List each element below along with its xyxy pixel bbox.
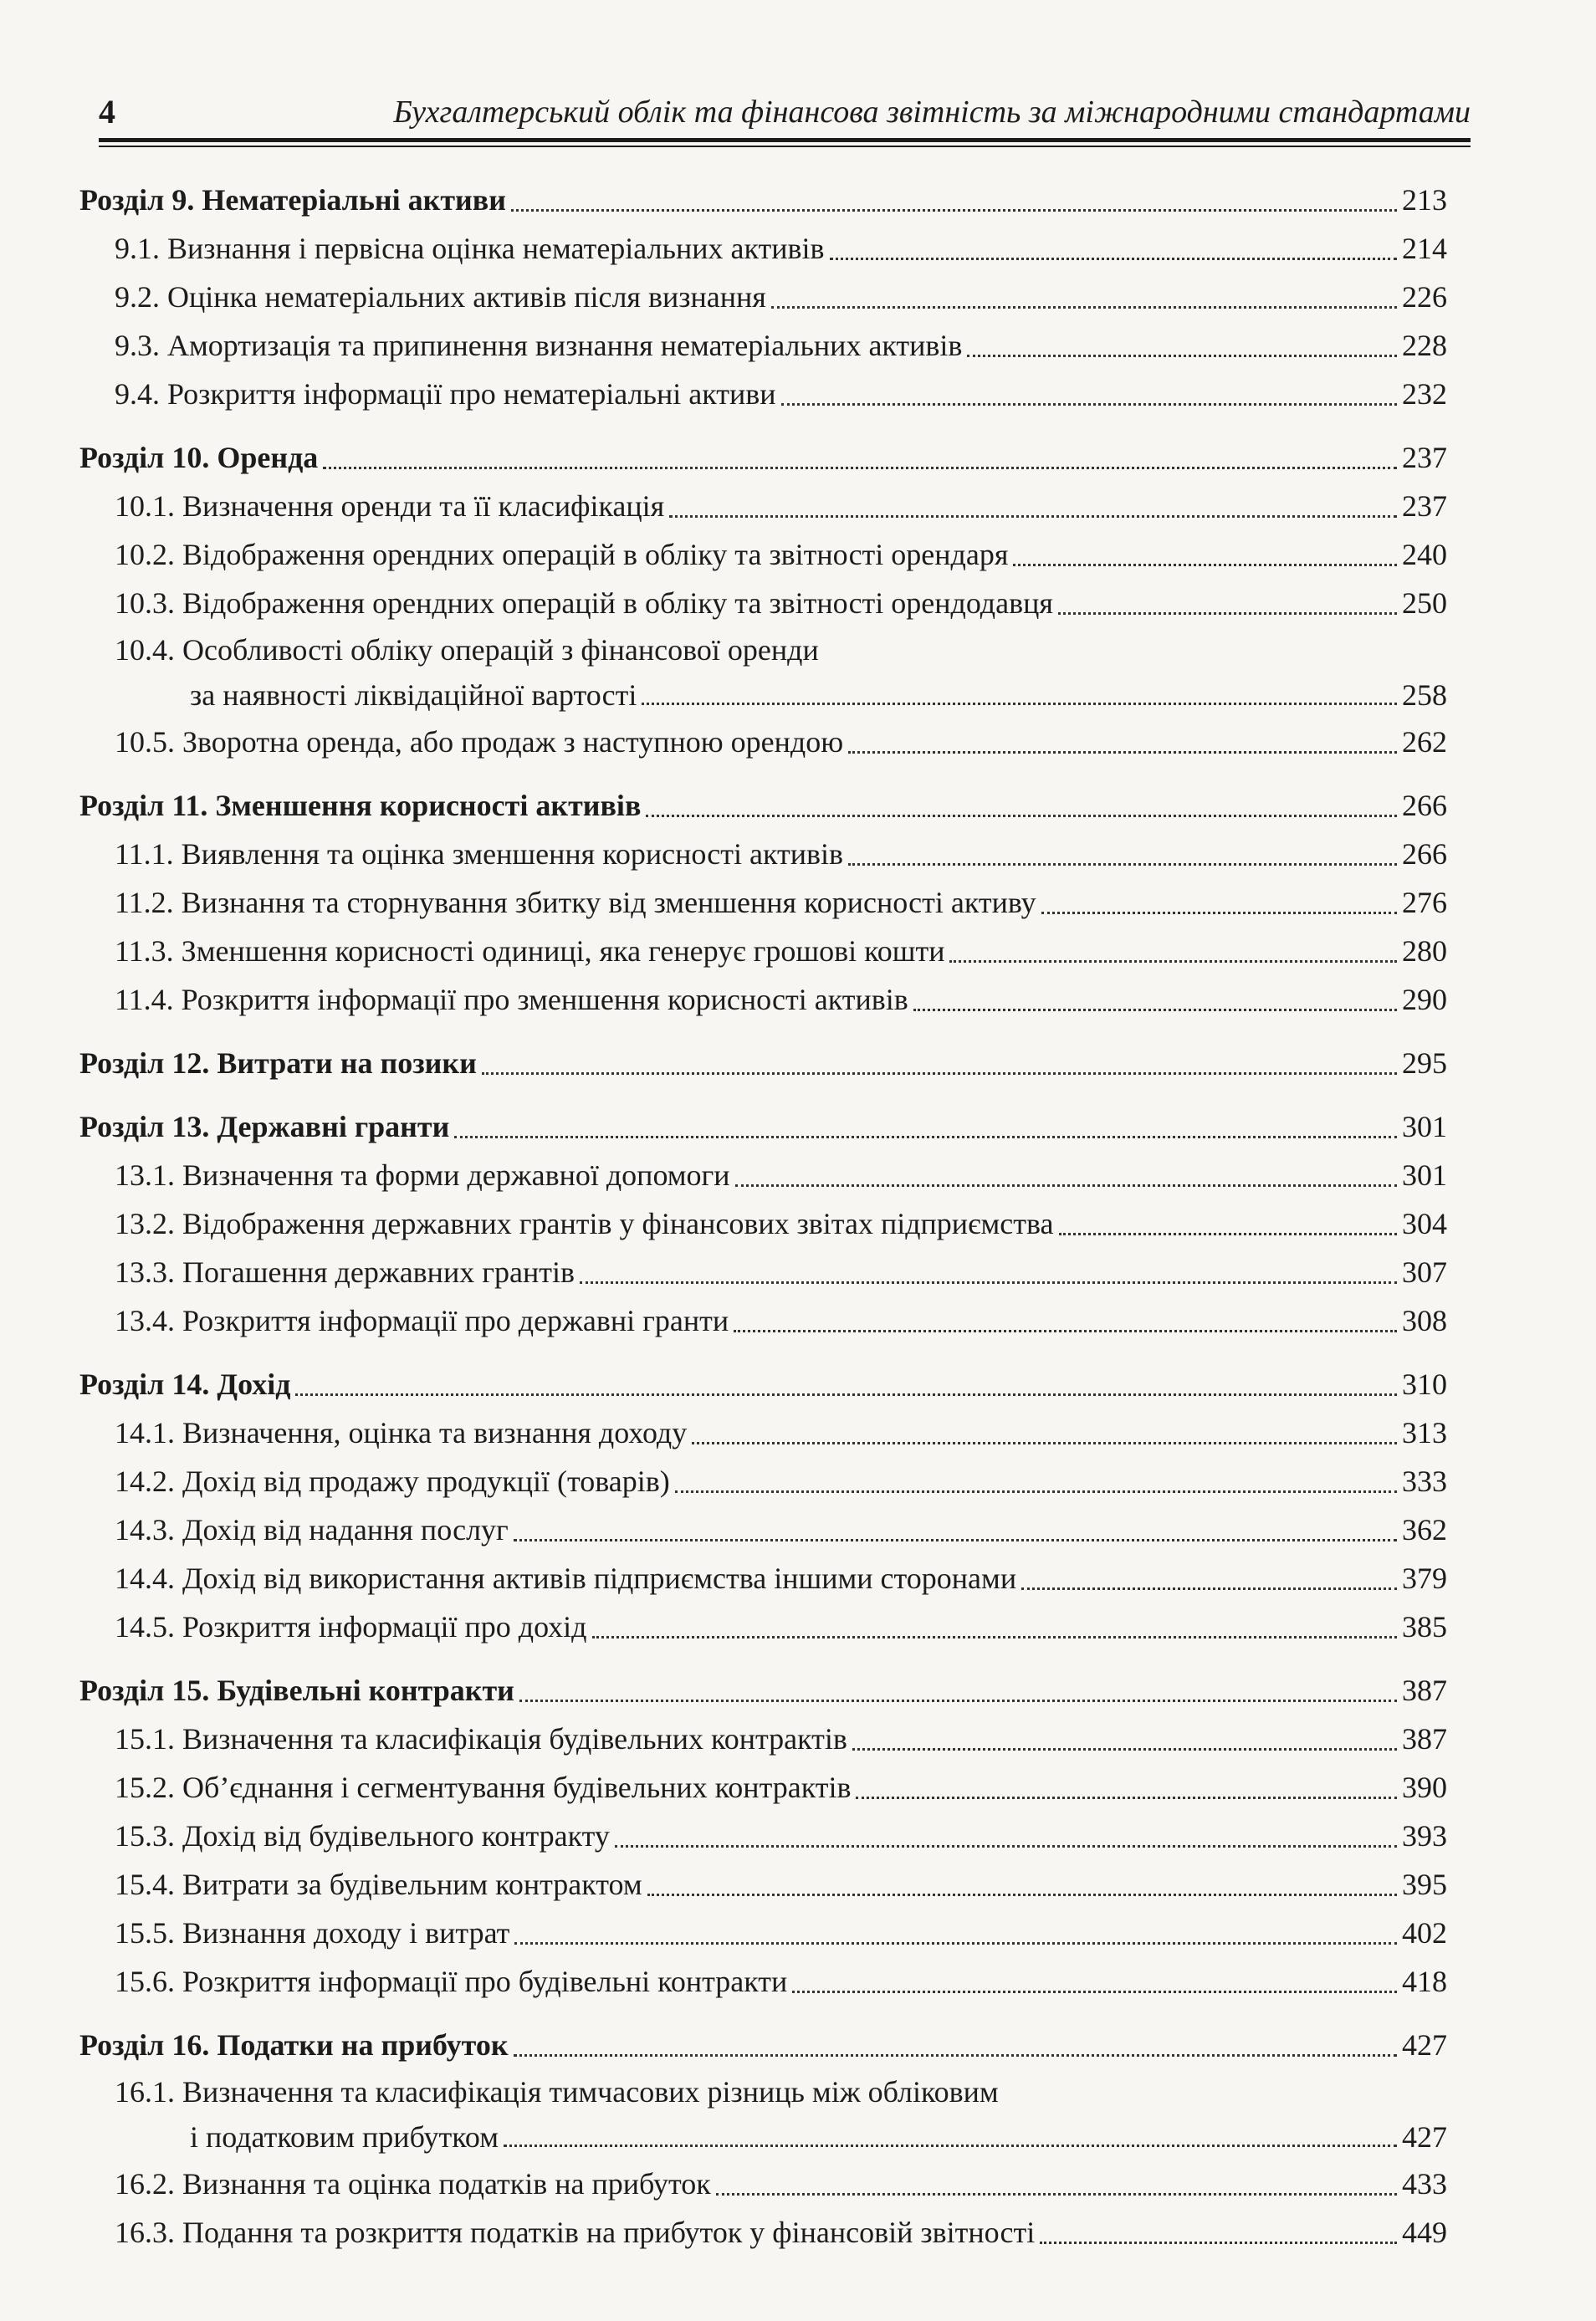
chapter-title: Розділ 10. Оренда (79, 441, 319, 474)
dot-leader (949, 960, 1397, 963)
section-page-number: 240 (1402, 538, 1447, 571)
chapter-heading (79, 1360, 1447, 1408)
section-title: 16.3. Подання та розкриття податків на прибуток у фінансовій звітності (115, 2216, 1036, 2249)
dot-leader (1040, 2242, 1397, 2244)
section-page-number: 308 (1402, 1304, 1447, 1337)
dot-leader (692, 1442, 1397, 1444)
section-title-continuation-line (115, 2114, 1447, 2160)
section-page-number: 427 (1402, 2120, 1447, 2154)
toc-section-entry (79, 1603, 1447, 1651)
section-title: 15.2. Об’єднання і сегментування будівельних контрактів (115, 1771, 852, 1804)
section-title: 15.1. Визначення та класифікація будівельних контрактів (115, 1722, 847, 1756)
section-page-number: 226 (1402, 280, 1447, 314)
toc-section-entry (79, 830, 1447, 878)
toc-section-entry (79, 1199, 1447, 1248)
toc-section-entry (79, 1957, 1447, 2006)
section-title-continuation-line (115, 672, 1447, 718)
section-page-number: 379 (1402, 1562, 1447, 1595)
toc-section-entry (79, 1506, 1447, 1554)
toc-section-entry (79, 482, 1447, 530)
section-title: 16.2. Визнання та оцінка податків на прибуток (115, 2167, 711, 2201)
section-title: 13.4. Розкриття інформації про державні гранти (115, 1304, 729, 1337)
section-title: 10.1. Визначення оренди та її класифікація (115, 489, 665, 523)
dot-leader (580, 1281, 1397, 1284)
dot-leader (454, 1136, 1397, 1138)
section-title: 11.1. Виявлення та оцінка зменшення корисності активів (115, 837, 843, 871)
dot-leader (1058, 612, 1397, 615)
dot-leader (848, 863, 1397, 866)
dot-leader (323, 467, 1397, 469)
dot-leader (615, 1845, 1397, 1848)
section-page-number: 395 (1402, 1868, 1447, 1901)
toc-section-entry (79, 370, 1447, 418)
chapter-page-number: 295 (1402, 1046, 1447, 1080)
toc-section-entry (79, 1408, 1447, 1457)
section-title: 14.2. Дохід від продажу продукції (товарів) (115, 1465, 670, 1498)
section-title: 9.3. Амортизація та припинення визнання нематеріальних активів (115, 329, 963, 362)
dot-leader (514, 2054, 1397, 2057)
toc-chapter (79, 433, 1447, 766)
section-title: 9.1. Визнання і первісна оцінка нематеріальних активів (115, 232, 825, 265)
dot-leader (647, 1894, 1397, 1896)
toc-chapter (79, 1360, 1447, 1651)
section-title: 11.4. Розкриття інформації про зменшення корисності активів (115, 983, 908, 1016)
toc-section-entry (79, 1763, 1447, 1812)
dot-leader (592, 1636, 1398, 1639)
chapter-title: Розділ 12. Витрати на позики (79, 1046, 477, 1080)
toc-section-entry (79, 927, 1447, 975)
section-page-number: 280 (1402, 934, 1447, 968)
toc-section-entry (79, 1860, 1447, 1909)
section-page-number: 304 (1402, 1207, 1447, 1240)
dot-leader (734, 1330, 1397, 1332)
dot-leader (771, 306, 1397, 309)
dot-leader (295, 1393, 1397, 1396)
section-page-number: 228 (1402, 329, 1447, 362)
toc-section-entry (79, 975, 1447, 1024)
chapter-heading (79, 1666, 1447, 1715)
section-page-number: 333 (1402, 1465, 1447, 1498)
dot-leader (852, 1748, 1397, 1751)
section-page-number: 266 (1402, 837, 1447, 871)
section-page-number: 237 (1402, 489, 1447, 523)
section-page-number: 362 (1402, 1513, 1447, 1546)
section-page-number: 307 (1402, 1255, 1447, 1289)
dot-leader (482, 1072, 1397, 1075)
toc-chapter (79, 1666, 1447, 2006)
toc-chapter (79, 2021, 1447, 2257)
toc-section-entry (79, 2208, 1447, 2257)
section-title: 15.5. Визнання доходу і витрат (115, 1916, 510, 1950)
chapter-title: Розділ 13. Державні гранти (79, 1110, 450, 1143)
section-title: 11.2. Визнання та сторнування збитку від зменшення корисності активу (115, 886, 1036, 919)
section-page-number: 276 (1402, 886, 1447, 919)
section-page-number: 250 (1402, 586, 1447, 620)
dot-leader (716, 2193, 1397, 2196)
table-of-contents (79, 176, 1447, 2272)
section-page-number: 290 (1402, 983, 1447, 1016)
section-title: 14.5. Розкриття інформації про дохід (115, 1610, 587, 1644)
dot-leader (646, 815, 1397, 817)
dot-leader (519, 1700, 1397, 1702)
page-number: 4 (99, 93, 115, 130)
dot-leader (913, 1009, 1397, 1011)
section-page-number: 313 (1402, 1416, 1447, 1449)
chapter-heading (79, 2021, 1447, 2069)
section-title-continuation: за наявності ліквідаційної вартості (190, 678, 637, 712)
section-title: 10.3. Відображення орендних операцій в обліку та звітності орендодавця (115, 586, 1053, 620)
chapter-heading (79, 433, 1447, 482)
header-rule-thin (99, 146, 1471, 147)
dot-leader (675, 1490, 1397, 1493)
chapter-page-number: 301 (1402, 1110, 1447, 1143)
chapter-heading (79, 1039, 1447, 1087)
section-page-number: 387 (1402, 1722, 1447, 1756)
chapter-page-number: 427 (1402, 2028, 1447, 2062)
dot-leader (1013, 564, 1397, 566)
section-page-number: 393 (1402, 1819, 1447, 1853)
section-title: 14.4. Дохід від використання активів підприємства іншими сторонами (115, 1562, 1017, 1595)
chapter-heading (79, 176, 1447, 224)
toc-chapter (79, 1039, 1447, 1087)
dot-leader (792, 1991, 1397, 1993)
toc-section-entry (79, 1248, 1447, 1296)
dot-leader (504, 2145, 1397, 2147)
dot-leader (514, 1539, 1397, 1541)
dot-leader (669, 515, 1397, 518)
chapter-heading (79, 781, 1447, 830)
section-title: 9.2. Оцінка нематеріальних активів після визнання (115, 280, 766, 314)
chapter-title: Розділ 11. Зменшення корисності активів (79, 789, 642, 822)
chapter-page-number: 310 (1402, 1368, 1447, 1401)
section-title: 9.4. Розкриття інформації про нематеріальні активи (115, 377, 776, 411)
dot-leader (1041, 912, 1397, 914)
header-rule-thick (99, 138, 1471, 142)
section-page-number: 258 (1402, 678, 1447, 712)
section-page-number: 262 (1402, 725, 1447, 759)
chapter-page-number: 237 (1402, 441, 1447, 474)
section-title: 16.1. Визначення та класифікація тимчасових різниць між обліковим (115, 2075, 999, 2109)
chapter-title: Розділ 14. Дохід (79, 1368, 291, 1401)
section-title: 13.3. Погашення державних грантів (115, 1255, 575, 1289)
toc-section-entry (79, 530, 1447, 579)
section-page-number: 214 (1402, 232, 1447, 265)
toc-section-entry (79, 1554, 1447, 1603)
chapter-title: Розділ 9. Нематеріальні активи (79, 183, 506, 217)
toc-section-entry (79, 2160, 1447, 2208)
toc-chapter (79, 781, 1447, 1024)
section-page-number: 385 (1402, 1610, 1447, 1644)
dot-leader (830, 258, 1398, 260)
toc-section-entry (79, 321, 1447, 370)
page-header (99, 92, 1471, 134)
toc-section-entry (79, 1296, 1447, 1345)
toc-section-entry (79, 224, 1447, 273)
section-page-number: 390 (1402, 1771, 1447, 1804)
section-title: 15.4. Витрати за будівельним контрактом (115, 1868, 642, 1901)
section-page-number: 301 (1402, 1158, 1447, 1192)
dot-leader (856, 1797, 1397, 1799)
section-page-number: 232 (1402, 377, 1447, 411)
section-title: 10.4. Особливості обліку операцій з фінансової оренди (115, 633, 819, 667)
dot-leader (781, 403, 1398, 406)
dot-leader (735, 1184, 1397, 1187)
toc-section-entry (79, 1812, 1447, 1860)
dot-leader (848, 751, 1397, 754)
section-title: 13.2. Відображення державних грантів у фінансових звітах підприємства (115, 1207, 1054, 1240)
toc-section-entry (79, 1715, 1447, 1763)
dot-leader (511, 209, 1397, 212)
section-title-continuation: і податковим прибутком (190, 2120, 499, 2154)
toc-section-entry (79, 273, 1447, 321)
dot-leader (1059, 1233, 1397, 1235)
section-title: 14.3. Дохід від надання послуг (115, 1513, 509, 1546)
dot-leader (1021, 1587, 1397, 1590)
section-title: 15.3. Дохід від будівельного контракту (115, 1819, 610, 1853)
toc-section-entry (79, 1151, 1447, 1199)
section-title: 13.1. Визначення та форми державної допомоги (115, 1158, 730, 1192)
toc-section-entry (79, 1909, 1447, 1957)
section-page-number: 402 (1402, 1916, 1447, 1950)
chapter-page-number: 213 (1402, 183, 1447, 217)
chapter-title: Розділ 15. Будівельні контракти (79, 1674, 514, 1707)
section-page-number: 433 (1402, 2167, 1447, 2201)
chapter-page-number: 266 (1402, 789, 1447, 822)
toc-section-entry (79, 718, 1447, 766)
section-title: 15.6. Розкриття інформації про будівельні контракти (115, 1965, 788, 1998)
toc-section-entry (79, 878, 1447, 927)
section-page-number: 418 (1402, 1965, 1447, 1998)
chapter-heading (79, 1102, 1447, 1151)
section-title: 14.1. Визначення, оцінка та визнання доходу (115, 1416, 688, 1449)
toc-section-entry (79, 1457, 1447, 1506)
running-title: Бухгалтерський облік та фінансова звітність за міжнародними стандартами (393, 95, 1471, 130)
toc-section-entry (79, 2069, 1447, 2160)
dot-leader (642, 703, 1397, 705)
toc-chapter (79, 1102, 1447, 1345)
section-title: 11.3. Зменшення корисності одиниці, яка генерує грошові кошти (115, 934, 945, 968)
toc-section-entry (79, 579, 1447, 627)
toc-section-entry (79, 627, 1447, 718)
dot-leader (514, 1942, 1397, 1945)
chapter-page-number: 387 (1402, 1674, 1447, 1707)
section-title: 10.5. Зворотна оренда, або продаж з наступною орендою (115, 725, 844, 759)
chapter-title: Розділ 16. Податки на прибуток (79, 2028, 509, 2062)
section-page-number: 449 (1402, 2216, 1447, 2249)
section-title: 10.2. Відображення орендних операцій в обліку та звітності орендаря (115, 538, 1009, 571)
dot-leader (967, 355, 1397, 357)
toc-chapter (79, 176, 1447, 418)
